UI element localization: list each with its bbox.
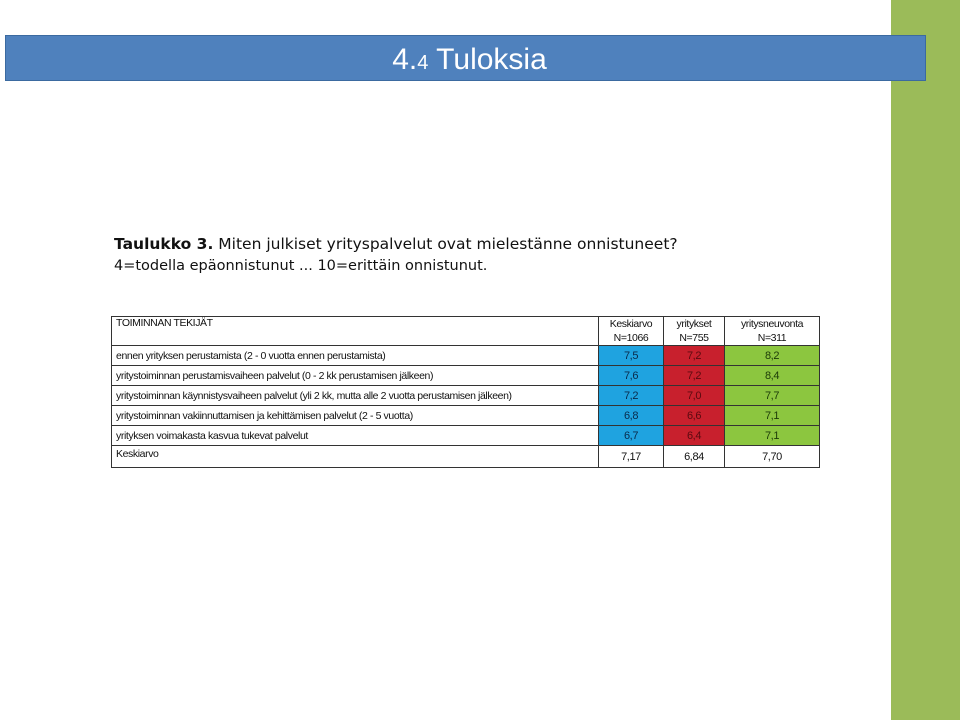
average-yritysneuvonta: 7,70: [725, 446, 820, 468]
row-label: yritystoiminnan vakiinnuttamisen ja kehittämisen palvelut (2 - 5 vuotta): [112, 406, 599, 426]
table-caption: [114, 233, 814, 277]
cell-keskiarvo: 7,2: [599, 386, 664, 406]
average-label: Keskiarvo: [112, 446, 599, 468]
header-keskiarvo: Keskiarvo N=1066: [599, 317, 664, 346]
cell-yritykset: 7,2: [664, 366, 725, 386]
caption-question: Taulukko 3. Miten julkiset yrityspalvelut ovat mielestänne onnistuneet?: [114, 235, 678, 253]
row-label: ennen yrityksen perustamista (2 - 0 vuotta ennen perustamista): [112, 346, 599, 366]
caption-table-number: Taulukko 3.: [114, 235, 214, 253]
table-row: [112, 386, 820, 406]
cell-yritysneuvonta: 7,1: [725, 426, 820, 446]
cell-yritykset: 7,0: [664, 386, 725, 406]
cell-yritykset: 7,2: [664, 346, 725, 366]
table-row: [112, 406, 820, 426]
header-yritykset: yritykset N=755: [664, 317, 725, 346]
results-table: [111, 316, 820, 468]
cell-yritysneuvonta: 8,4: [725, 366, 820, 386]
row-label: yrityksen voimakasta kasvua tukevat palvelut: [112, 426, 599, 446]
average-row: [112, 446, 820, 468]
side-accent-bar: [891, 0, 960, 720]
caption-scale: 4=todella epäonnistunut ... 10=erittäin onnistunut.: [114, 258, 488, 274]
row-label: yritystoiminnan perustamisvaiheen palvelut (0 - 2 kk perustamisen jälkeen): [112, 366, 599, 386]
cell-yritysneuvonta: 7,7: [725, 386, 820, 406]
header-yritysneuvonta: yritysneuvonta N=311: [725, 317, 820, 346]
cell-keskiarvo: 6,7: [599, 426, 664, 446]
cell-keskiarvo: 6,8: [599, 406, 664, 426]
table-row: [112, 426, 820, 446]
cell-yritysneuvonta: 7,1: [725, 406, 820, 426]
cell-yritykset: 6,6: [664, 406, 725, 426]
table-row: [112, 346, 820, 366]
title-banner: [5, 35, 926, 81]
cell-yritysneuvonta: 8,2: [725, 346, 820, 366]
cell-keskiarvo: 7,6: [599, 366, 664, 386]
slide-title: 4.4 Tuloksia: [392, 43, 547, 76]
average-keskiarvo: 7,17: [599, 446, 664, 468]
cell-keskiarvo: 7,5: [599, 346, 664, 366]
table-row: [112, 366, 820, 386]
cell-yritykset: 6,4: [664, 426, 725, 446]
average-yritykset: 6,84: [664, 446, 725, 468]
table-header-row: [112, 317, 820, 346]
header-toiminnan-tekijat: TOIMINNAN TEKIJÄT: [112, 317, 599, 346]
row-label: yritystoiminnan käynnistysvaiheen palvelut (yli 2 kk, mutta alle 2 vuotta perustamisen jälkeen): [112, 386, 599, 406]
